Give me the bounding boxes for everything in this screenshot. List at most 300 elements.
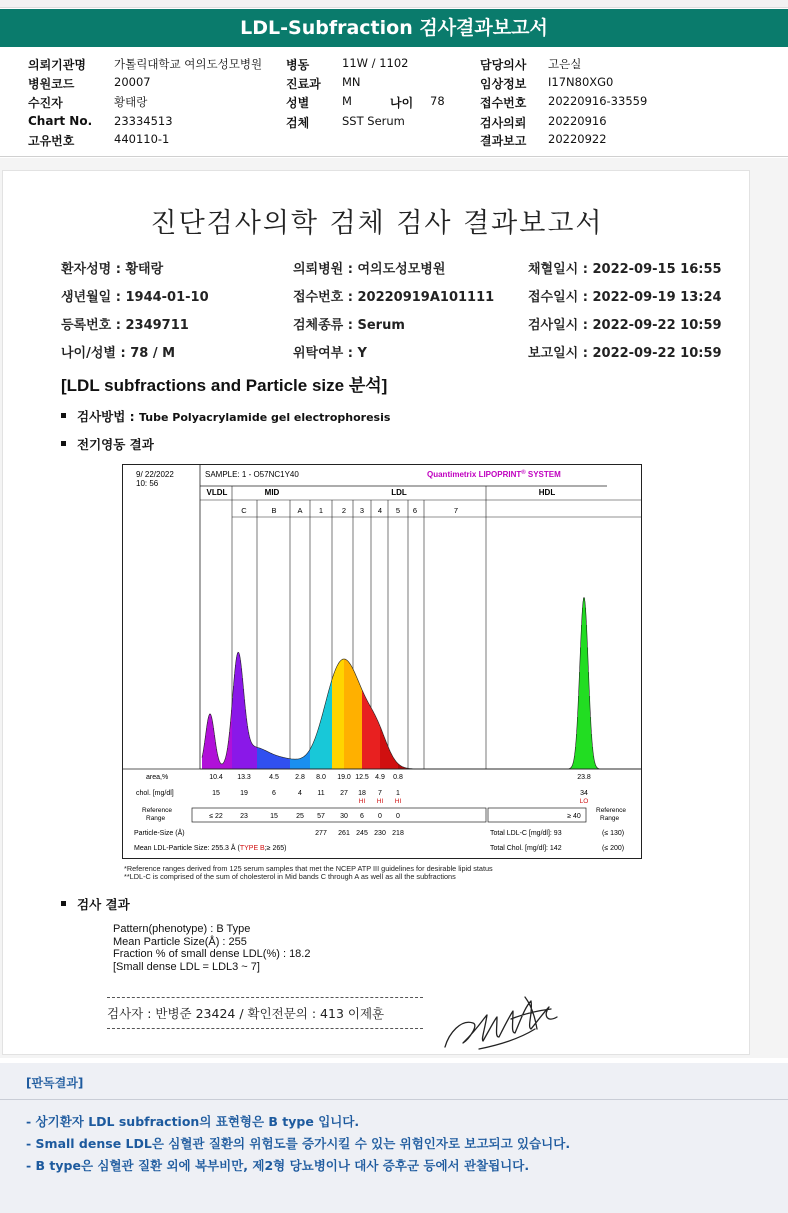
profile-slice — [305, 755, 306, 769]
profile-slice — [340, 661, 341, 769]
profile-slice — [377, 720, 378, 769]
profile-slice — [280, 757, 281, 769]
profile-slice — [395, 761, 396, 769]
area-value: 13.3 — [237, 774, 251, 781]
profile-slice — [351, 666, 352, 769]
profile-slice — [386, 743, 387, 769]
profile-slice — [374, 714, 375, 769]
collection-datetime: 채혈일시 : 2022-09-15 16:55 — [528, 262, 722, 277]
profile-slice — [270, 753, 271, 769]
header-label: 수진자 — [28, 96, 63, 110]
profile-slice — [276, 755, 277, 769]
profile-slice — [335, 669, 336, 769]
profile-slice — [291, 759, 292, 769]
profile-slice — [392, 756, 393, 769]
header-label: 의뢰기관명 — [28, 58, 86, 72]
profile-slice — [230, 722, 231, 769]
profile-slice — [240, 660, 241, 769]
test-datetime: 검사일시 : 2022-09-22 10:59 — [528, 318, 722, 333]
profile-slice — [381, 730, 382, 769]
profile-slice — [357, 679, 358, 769]
dashed-divider — [107, 997, 423, 998]
chol-value: 34 — [580, 790, 588, 797]
profile-slice — [296, 759, 297, 769]
mean-ldl-size: Mean LDL-Particle Size: 255.3 Å (TYPE B;≥ 265) — [134, 845, 287, 852]
judgement-line: - B type은 심혈관 질환 외에 복부비만, 제2형 당뇨병이나 대사 증후군 등에서 관찰됩니다. — [26, 1158, 530, 1173]
report-paper — [2, 170, 750, 1055]
profile-slice — [353, 670, 354, 769]
profile-slice — [587, 647, 588, 769]
profile-slice — [298, 759, 299, 769]
header-label: 접수번호 — [480, 96, 527, 110]
profile-slice — [234, 674, 235, 769]
profile-slice — [371, 708, 372, 769]
profile-slice — [236, 657, 237, 769]
profile-slice — [250, 740, 251, 769]
profile-slice — [384, 738, 385, 769]
total-chol-ref: (≤ 200) — [602, 845, 625, 852]
profile-slice — [347, 661, 348, 769]
bullet-icon — [61, 441, 66, 446]
ref-value: ≤ 22 — [209, 813, 223, 820]
profile-slice — [362, 691, 363, 769]
result-label: 검사 결과 — [77, 897, 130, 912]
profile-slice — [398, 764, 399, 769]
profile-slice — [205, 736, 206, 769]
result-line: Mean Particle Size(Å) : 255 — [113, 935, 247, 948]
profile-slice — [208, 717, 209, 769]
profile-slice — [319, 725, 320, 769]
header-value: 황태랑 — [114, 95, 148, 109]
judgement-line: - 상기환자 LDL subfraction의 표현형은 B type 입니다. — [26, 1114, 360, 1129]
profile-slice — [265, 751, 266, 769]
header-value: 20220916-33559 — [548, 94, 648, 108]
profile-slice — [271, 753, 272, 769]
chol-value: 11 — [317, 790, 325, 797]
particle-value: 245 — [356, 830, 368, 837]
ref-value: 0 — [396, 813, 400, 820]
header-label: 병원코드 — [28, 77, 75, 91]
hdl-ref-value: ≥ 40 — [567, 813, 581, 820]
profile-slice — [375, 716, 376, 769]
profile-slice — [294, 759, 295, 769]
chart-date: 9/ 22/2022 — [136, 470, 174, 479]
band-label: C — [241, 506, 247, 515]
result-line: Pattern(phenotype) : B Type — [113, 923, 251, 935]
profile-slice — [328, 692, 329, 769]
header-label: 임상정보 — [480, 77, 527, 91]
header-label: Chart No. — [28, 114, 93, 128]
ref-value: 57 — [317, 813, 325, 820]
profile-slice — [329, 688, 330, 769]
profile-slice — [373, 712, 374, 769]
profile-slice — [206, 728, 207, 769]
profile-slice — [361, 689, 362, 769]
profile-slice — [269, 753, 270, 769]
profile-slice — [277, 756, 278, 769]
area-value: 2.8 — [295, 774, 305, 781]
profile-slice — [584, 598, 585, 769]
band-label: 7 — [453, 506, 459, 515]
profile-slice — [255, 747, 256, 769]
profile-slice — [257, 747, 258, 769]
specimen-type: 검체종류 : Serum — [293, 318, 405, 333]
header-label: 성별 — [286, 96, 310, 110]
header-value: M — [342, 94, 352, 108]
table-row-label: area,% — [146, 774, 169, 781]
profile-slice — [368, 703, 369, 769]
profile-slice — [278, 756, 279, 769]
profile-slice — [306, 754, 307, 769]
band-label: B — [271, 506, 277, 515]
profile-slice — [292, 759, 293, 769]
profile-slice — [272, 754, 273, 769]
profile-slice — [281, 757, 282, 769]
profile-slice — [397, 763, 398, 769]
bullet-icon — [61, 413, 66, 418]
profile-slice — [363, 693, 364, 769]
chol-value: 15 — [212, 790, 220, 797]
profile-slice — [266, 751, 267, 769]
profile-slice — [233, 686, 234, 769]
profile-slice — [251, 743, 252, 769]
profile-slice — [303, 757, 304, 769]
profile-slice — [249, 737, 250, 769]
profile-slice — [304, 756, 305, 769]
profile-slice — [302, 757, 303, 769]
profile-slice — [293, 759, 294, 769]
profile-slice — [314, 740, 315, 769]
header-value: 20220916 — [548, 114, 607, 128]
profile-slice — [213, 728, 214, 769]
profile-slice — [238, 652, 239, 769]
profile-slice — [343, 659, 344, 769]
profile-slice — [264, 750, 265, 769]
group-label: HDL — [538, 488, 556, 497]
profile-slice — [341, 660, 342, 769]
chol-value: 4 — [298, 790, 302, 797]
profile-slice — [585, 608, 586, 769]
profile-slice — [310, 748, 311, 769]
report-title: 진단검사의학 검체 검사 결과보고서 — [150, 208, 604, 239]
profile-slice — [354, 672, 355, 769]
profile-slice — [295, 759, 296, 769]
profile-slice — [581, 625, 582, 769]
profile-slice — [288, 758, 289, 769]
profile-slice — [312, 744, 313, 769]
footnote: *Reference ranges derived from 125 serum samples that met the NCEP ATP III guidelines for desirable lipid status — [124, 864, 493, 873]
area-value: 10.4 — [209, 774, 223, 781]
profile-slice — [283, 757, 284, 769]
area-value: 23.8 — [577, 774, 591, 781]
profile-slice — [322, 714, 323, 769]
profile-slice — [268, 752, 269, 769]
profile-slice — [267, 752, 268, 769]
profile-slice — [327, 695, 328, 769]
band-label: 1 — [318, 506, 324, 515]
profile-slice — [315, 737, 316, 769]
signature-line: 검사자 : 반병준 23424 / 확인전문의 : 413 이제훈 — [107, 1006, 385, 1021]
header-info — [0, 52, 788, 154]
profile-slice — [308, 752, 309, 769]
header-label: 나이 — [390, 96, 414, 110]
header-value: MN — [342, 75, 361, 89]
profile-slice — [231, 710, 232, 769]
profile-slice — [337, 665, 338, 769]
ref-value: 23 — [240, 813, 248, 820]
ref-value: 6 — [360, 813, 364, 820]
profile-slice — [336, 667, 337, 769]
received-datetime: 접수일시 : 2022-09-19 13:24 — [528, 290, 722, 305]
judgement-header — [0, 1063, 788, 1100]
table-row-label: chol. [mg/dl] — [136, 790, 174, 797]
header-value: I17N80XG0 — [548, 75, 614, 89]
profile-slice — [394, 759, 395, 769]
profile-slice — [326, 699, 327, 769]
area-value: 8.0 — [316, 774, 326, 781]
profile-slice — [279, 756, 280, 769]
profile-slice — [345, 659, 346, 769]
profile-slice — [245, 710, 246, 769]
profile-slice — [364, 695, 365, 769]
result-line: Fraction % of small dense LDL(%) : 18.2 — [113, 948, 311, 960]
profile-slice — [311, 747, 312, 769]
profile-slice — [355, 674, 356, 769]
accession-number: 접수번호 : 20220919A101111 — [293, 290, 495, 305]
profile-slice — [331, 681, 332, 769]
profile-slice — [388, 748, 389, 769]
group-label: MID — [264, 488, 280, 497]
particle-value: 218 — [392, 830, 404, 837]
profile-slice — [383, 735, 384, 769]
band-label: 3 — [359, 506, 365, 515]
header-label: 담당의사 — [480, 58, 527, 72]
electrophoresis-heading — [61, 435, 154, 453]
profile-slice — [259, 748, 260, 769]
profile-slice — [334, 672, 335, 769]
header-label: 고유번호 — [28, 134, 75, 148]
profile-slice — [330, 684, 331, 769]
profile-slice — [389, 750, 390, 769]
profile-slice — [344, 659, 345, 769]
profile-slice — [307, 753, 308, 769]
requesting-hospital: 의뢰병원 : 여의도성모병원 — [293, 262, 446, 277]
profile-slice — [380, 727, 381, 769]
band-label: 6 — [412, 506, 418, 515]
chol-value: 6 — [272, 790, 276, 797]
profile-slice — [313, 742, 314, 769]
profile-slice — [211, 717, 212, 769]
profile-slice — [376, 718, 377, 769]
header-value: 23334513 — [114, 114, 173, 128]
particle-value: 277 — [315, 830, 327, 837]
result-block — [113, 923, 310, 973]
profile-slice — [256, 747, 257, 769]
header-label: 병동 — [286, 58, 310, 72]
profile-slice — [321, 718, 322, 769]
ref-value: 15 — [270, 813, 278, 820]
profile-slice — [300, 758, 301, 769]
profile-slice — [320, 721, 321, 769]
profile-slice — [248, 732, 249, 769]
profile-slice — [309, 750, 310, 769]
judgement-panel — [0, 1063, 788, 1213]
band-label: A — [297, 506, 303, 515]
area-value: 4.9 — [375, 774, 385, 781]
profile-slice — [247, 726, 248, 769]
profile-slice — [207, 722, 208, 769]
header-value: 11W / 1102 — [342, 56, 409, 70]
profile-slice — [379, 725, 380, 769]
profile-slice — [297, 759, 298, 769]
particle-value: 261 — [338, 830, 350, 837]
profile-slice — [210, 714, 211, 769]
electrophoresis-chart — [122, 464, 642, 859]
profile-slice — [241, 668, 242, 769]
chol-value: 27 — [340, 790, 348, 797]
header-value: 78 — [430, 94, 445, 108]
hi-flag: HI — [358, 798, 366, 805]
profile-slice — [262, 749, 263, 769]
profile-slice — [212, 722, 213, 769]
birth-date: 생년월일 : 1944-01-10 — [61, 290, 209, 305]
profile-slice — [316, 734, 317, 769]
dashed-divider — [107, 1028, 423, 1029]
total-ldl-ref: (≤ 130) — [602, 830, 625, 837]
profile-slice — [244, 699, 245, 769]
header-label: 진료과 — [286, 77, 321, 91]
total-ldl: Total LDL-C [mg/dl]: 93 — [490, 830, 562, 837]
profile-slice — [252, 744, 253, 769]
profile-slice — [390, 752, 391, 769]
group-label: VLDL — [206, 488, 228, 497]
header-value: 20007 — [114, 75, 151, 89]
divider — [0, 156, 788, 157]
profile-slice — [378, 723, 379, 769]
particle-label: Particle-Size (Å) — [134, 830, 185, 837]
header-label: 검체 — [286, 116, 310, 130]
profile-slice — [239, 655, 240, 769]
profile-slice — [317, 731, 318, 769]
top-strip — [0, 0, 788, 8]
particle-value: 230 — [374, 830, 386, 837]
registration-number: 등록번호 : 2349711 — [61, 318, 189, 333]
lo-flag: LO — [579, 798, 589, 805]
profile-slice — [325, 703, 326, 769]
profile-slice — [580, 647, 581, 769]
profile-slice — [399, 765, 400, 769]
profile-slice — [232, 698, 233, 769]
profile-slice — [246, 718, 247, 769]
profile-slice — [349, 663, 350, 769]
header-label: 검사의뢰 — [480, 116, 527, 130]
profile-slice — [260, 748, 261, 769]
profile-slice — [358, 681, 359, 769]
profile-slice — [273, 754, 274, 769]
chart-time: 10: 56 — [136, 479, 159, 488]
profile-slice — [243, 689, 244, 769]
profile-slice — [385, 740, 386, 769]
profile-slice — [387, 745, 388, 769]
result-heading — [61, 895, 130, 913]
page-title: LDL-Subfraction 검사결과보고서 — [0, 9, 788, 47]
profile-slice — [289, 759, 290, 769]
header-value: 20220922 — [548, 132, 607, 146]
profile-slice — [367, 701, 368, 769]
profile-slice — [274, 755, 275, 769]
profile-slice — [258, 748, 259, 769]
patient-name: 환자성명 : 황태랑 — [61, 262, 164, 277]
header-value: 고은실 — [548, 57, 582, 71]
profile-slice — [342, 659, 343, 769]
profile-slice — [242, 678, 243, 769]
band-label: 4 — [377, 506, 383, 515]
profile-slice — [338, 663, 339, 769]
profile-slice — [366, 699, 367, 769]
profile-slice — [263, 750, 264, 769]
profile-slice — [223, 763, 224, 769]
handwritten-signature — [439, 989, 569, 1055]
profile-slice — [261, 749, 262, 769]
profile-slice — [382, 732, 383, 769]
profile-slice — [209, 714, 210, 769]
ref-label: Reference — [596, 807, 626, 814]
area-value: 4.5 — [269, 774, 279, 781]
ref-value: 0 — [378, 813, 382, 820]
total-chol: Total Chol. [mg/dl]: 142 — [490, 845, 562, 852]
chol-value: 7 — [378, 790, 382, 797]
bullet-icon — [61, 901, 66, 906]
result-line: [Small dense LDL = LDL3 ~ 7] — [113, 960, 260, 973]
profile-slice — [396, 762, 397, 769]
profile-slice — [586, 625, 587, 769]
header-value: SST Serum — [342, 114, 405, 128]
profile-slice — [346, 660, 347, 769]
ref-value: 30 — [340, 813, 348, 820]
hi-flag: HI — [376, 798, 384, 805]
ref-label: Range — [146, 815, 166, 822]
group-label: LDL — [391, 488, 407, 497]
profile-slice — [348, 662, 349, 769]
profile-slice — [284, 758, 285, 769]
profile-slice — [332, 678, 333, 769]
profile-slice — [318, 728, 319, 769]
electrophoresis-label: 전기영동 결과 — [77, 437, 154, 452]
profile-slice — [582, 608, 583, 769]
profile-slice — [391, 754, 392, 769]
profile-slice — [235, 665, 236, 769]
chart-sample: SAMPLE: 1 - O57NC1Y40 — [205, 470, 299, 479]
profile-slice — [369, 705, 370, 769]
profile-slice — [282, 757, 283, 769]
profile-slice — [350, 665, 351, 769]
profile-slice — [253, 746, 254, 769]
profile-slice — [220, 763, 221, 769]
lipoprint-chart — [122, 464, 642, 859]
profile-slice — [222, 764, 223, 769]
profile-slice — [214, 735, 215, 769]
profile-slice — [299, 759, 300, 769]
report-datetime: 보고일시 : 2022-09-22 10:59 — [528, 346, 722, 361]
profile-slice — [286, 758, 287, 769]
profile-slice — [275, 755, 276, 769]
method-label: 검사방법 : — [77, 409, 140, 424]
profile-slice — [356, 677, 357, 769]
profile-slice — [323, 710, 324, 769]
section-heading: [LDL subfractions and Particle size 분석] — [61, 376, 388, 395]
profile-slice — [393, 758, 394, 769]
profile-slice — [370, 707, 371, 769]
